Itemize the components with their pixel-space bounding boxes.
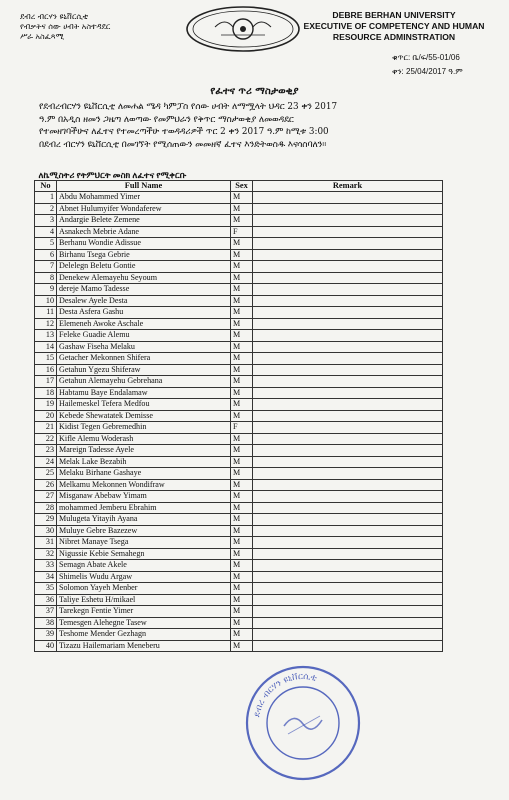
table-row [35, 307, 443, 319]
candidate-remark [253, 491, 443, 503]
document-date [392, 67, 463, 77]
row-number: 28 [35, 502, 57, 514]
row-number: 12 [35, 318, 57, 330]
table-row [35, 525, 443, 537]
candidate-sex: M [231, 548, 253, 560]
candidate-sex: M [231, 215, 253, 227]
candidate-remark [253, 583, 443, 595]
candidate-remark [253, 514, 443, 526]
candidate-sex: M [231, 364, 253, 376]
candidate-name: Feleke Guadie Alemu [57, 330, 231, 342]
table-row [35, 617, 443, 629]
candidate-name: Melkamu Mekonnen Wondifraw [57, 479, 231, 491]
candidate-name: Mulugeta Yitayih Ayana [57, 514, 231, 526]
candidate-remark [253, 318, 443, 330]
table-row [35, 261, 443, 273]
candidate-name: Andargie Belete Zemene [57, 215, 231, 227]
candidate-name: Kidist Tegen Gebremedhin [57, 422, 231, 434]
row-number: 6 [35, 249, 57, 261]
row-number: 32 [35, 548, 57, 560]
table-row [35, 399, 443, 411]
table-row [35, 215, 443, 227]
column-header-remark: Remark [253, 181, 443, 192]
candidate-name: Kebede Shewatatek Demisse [57, 410, 231, 422]
candidate-name: Melak Lake Bezabih [57, 456, 231, 468]
candidate-remark [253, 387, 443, 399]
candidate-remark [253, 456, 443, 468]
candidate-remark [253, 479, 443, 491]
candidate-sex: M [231, 330, 253, 342]
candidate-remark [253, 617, 443, 629]
row-number: 26 [35, 479, 57, 491]
row-number: 21 [35, 422, 57, 434]
table-row [35, 594, 443, 606]
row-number: 4 [35, 226, 57, 238]
row-number: 3 [35, 215, 57, 227]
table-row [35, 606, 443, 618]
table-row [35, 422, 443, 434]
table-row [35, 387, 443, 399]
candidate-sex: M [231, 583, 253, 595]
column-header-no: No [35, 181, 57, 192]
table-row [35, 203, 443, 215]
row-number: 23 [35, 445, 57, 457]
candidate-sex: M [231, 376, 253, 388]
row-number: 2 [35, 203, 57, 215]
candidate-sex: M [231, 617, 253, 629]
candidate-remark [253, 376, 443, 388]
candidate-sex: M [231, 261, 253, 273]
row-number: 34 [35, 571, 57, 583]
table-row [35, 629, 443, 641]
table-row [35, 468, 443, 480]
row-number: 5 [35, 238, 57, 250]
date-value: 25/04/2017 ዓ.ም [406, 67, 463, 76]
candidate-remark [253, 330, 443, 342]
candidate-sex: M [231, 192, 253, 204]
candidate-sex: M [231, 560, 253, 572]
header-right-line: RESOURCE ADMINSTRATION [332, 32, 456, 42]
row-number: 36 [35, 594, 57, 606]
table-row [35, 456, 443, 468]
candidate-sex: F [231, 422, 253, 434]
stamp-ring-text: ደብረ ብርሃን ዩኒቨርሲቲ [252, 671, 318, 719]
row-number: 29 [35, 514, 57, 526]
official-stamp [244, 664, 362, 782]
candidate-remark [253, 571, 443, 583]
table-row [35, 445, 443, 457]
candidate-sex: M [231, 272, 253, 284]
table-row [35, 295, 443, 307]
candidate-name: Abnet Hulumyifer Wondaferew [57, 203, 231, 215]
row-number: 37 [35, 606, 57, 618]
row-number: 24 [35, 456, 57, 468]
candidate-sex: M [231, 249, 253, 261]
notice-line: የተመዘገባችሁና ለፈተና የተመረጣችሁ ተወዳዳሪዎች ጥር 2 ቀን 2017 ዓ.ም ከሚቱ 3:00 [39, 127, 329, 137]
notice-body [39, 101, 479, 151]
row-number: 16 [35, 364, 57, 376]
candidate-name: Melaku Birhane Gashaye [57, 468, 231, 480]
candidate-name: Denekew Alemayehu Seyoum [57, 272, 231, 284]
table-row [35, 330, 443, 342]
notice-line: በደብረ ብርሃን ዩኒቨርሲቲ በመገኘት የሚሰጠውን መመዘኛ ፈተና እንድትወስዱ እናሳስባለን። [39, 139, 327, 150]
table-row [35, 560, 443, 572]
table-row [35, 502, 443, 514]
candidate-sex: M [231, 318, 253, 330]
candidate-name: Desta Asfera Gashu [57, 307, 231, 319]
candidate-name: mohammed Jemberu Ebrahim [57, 502, 231, 514]
row-number: 25 [35, 468, 57, 480]
table-row [35, 376, 443, 388]
table-row [35, 571, 443, 583]
candidate-name: Delelegn Beletu Gontie [57, 261, 231, 273]
candidate-sex: M [231, 629, 253, 641]
candidate-remark [253, 364, 443, 376]
reference-number [392, 53, 460, 63]
candidate-sex: M [231, 640, 253, 652]
candidate-name: Teshome Mender Gezhagn [57, 629, 231, 641]
candidate-remark [253, 215, 443, 227]
row-number: 19 [35, 399, 57, 411]
row-number: 38 [35, 617, 57, 629]
table-row [35, 548, 443, 560]
row-number: 9 [35, 284, 57, 296]
row-number: 7 [35, 261, 57, 273]
candidate-sex: M [231, 284, 253, 296]
candidate-remark [253, 410, 443, 422]
candidate-remark [253, 422, 443, 434]
candidate-remark [253, 445, 443, 457]
row-number: 13 [35, 330, 57, 342]
column-header-full-name: Full Name [57, 181, 231, 192]
row-number: 10 [35, 295, 57, 307]
row-number: 11 [35, 307, 57, 319]
candidate-sex: M [231, 295, 253, 307]
candidate-name: Elemeneh Awoke Aschale [57, 318, 231, 330]
candidate-remark [253, 525, 443, 537]
row-number: 8 [35, 272, 57, 284]
header-right-english [294, 10, 494, 43]
table-row [35, 284, 443, 296]
candidate-name: Shimelis Wudu Argaw [57, 571, 231, 583]
header-right-line: DEBRE BERHAN UNIVERSITY [332, 10, 456, 20]
candidate-remark [253, 295, 443, 307]
candidate-name: Kifle Alemu Woderash [57, 433, 231, 445]
table-row [35, 491, 443, 503]
candidate-table [34, 169, 443, 652]
row-number: 1 [35, 192, 57, 204]
candidate-remark [253, 192, 443, 204]
candidate-sex: M [231, 238, 253, 250]
candidate-remark [253, 238, 443, 250]
candidate-sex: M [231, 594, 253, 606]
reference-value: ቤ/ፍ/55-01/06 [412, 53, 460, 62]
candidate-name: dereje Mamo Tadesse [57, 284, 231, 296]
candidate-sex: M [231, 606, 253, 618]
candidate-remark [253, 433, 443, 445]
row-number: 14 [35, 341, 57, 353]
candidate-name: Semagn Abate Akele [57, 560, 231, 572]
table-row [35, 433, 443, 445]
candidate-sex: M [231, 525, 253, 537]
table-row [35, 410, 443, 422]
row-number: 22 [35, 433, 57, 445]
candidate-remark [253, 640, 443, 652]
header-left-line: ሥራ አስፈጻሚ [20, 32, 65, 41]
candidate-remark [253, 537, 443, 549]
candidate-sex: M [231, 341, 253, 353]
candidate-sex: M [231, 456, 253, 468]
candidate-remark [253, 341, 443, 353]
candidate-remark [253, 203, 443, 215]
candidate-remark [253, 399, 443, 411]
candidate-name: Solomon Yayeh Menber [57, 583, 231, 595]
notice-title: የፈተና ጥሪ ማስታወቂያ [210, 86, 299, 97]
candidate-name: Muluye Gebre Bazezew [57, 525, 231, 537]
candidate-sex: M [231, 514, 253, 526]
candidate-name: Mareign Tadesse Ayele [57, 445, 231, 457]
university-logo [185, 5, 301, 53]
candidate-sex: F [231, 226, 253, 238]
candidate-remark [253, 468, 443, 480]
candidate-remark [253, 272, 443, 284]
candidate-name: Temesgen Alehegne Tasew [57, 617, 231, 629]
svg-text:ደብረ ብርሃን ዩኒቨርሲቲ [252, 671, 317, 718]
table-row [35, 640, 443, 652]
row-number: 27 [35, 491, 57, 503]
table-caption: ለኬሚስትሪ የትምህርት መስክ ለፈተና የሚቀርቡ [38, 169, 187, 180]
candidate-remark [253, 594, 443, 606]
table-row [35, 479, 443, 491]
row-number: 35 [35, 583, 57, 595]
row-number: 18 [35, 387, 57, 399]
candidate-remark [253, 353, 443, 365]
candidate-name: Tarekegn Fentie Yimer [57, 606, 231, 618]
row-number: 17 [35, 376, 57, 388]
header-left-amharic [20, 12, 140, 42]
table-row [35, 192, 443, 204]
candidate-name: Taliye Eshetu H/mikael [57, 594, 231, 606]
candidate-remark [253, 629, 443, 641]
candidate-name: Birhanu Tsega Gebrie [57, 249, 231, 261]
candidate-sex: M [231, 491, 253, 503]
candidate-remark [253, 249, 443, 261]
row-number: 39 [35, 629, 57, 641]
table-row [35, 249, 443, 261]
candidate-sex: M [231, 479, 253, 491]
table-row [35, 226, 443, 238]
table-row [35, 364, 443, 376]
candidate-remark [253, 261, 443, 273]
candidate-remark [253, 307, 443, 319]
table-row [35, 318, 443, 330]
candidate-name: Asnakech Mebrie Adane [57, 226, 231, 238]
table-row [35, 238, 443, 250]
candidate-name: Getahun Ygezu Shiferaw [57, 364, 231, 376]
candidate-sex: M [231, 433, 253, 445]
row-number: 33 [35, 560, 57, 572]
candidate-sex: M [231, 410, 253, 422]
candidate-name: Abdu Mohammed Yimer [57, 192, 231, 204]
candidate-remark [253, 226, 443, 238]
candidate-sex: M [231, 445, 253, 457]
candidate-remark [253, 560, 443, 572]
row-number: 40 [35, 640, 57, 652]
candidate-name: Gashaw Fiseha Melaku [57, 341, 231, 353]
candidate-sex: M [231, 307, 253, 319]
candidate-name: Getahun Alemayehu Gebrehana [57, 376, 231, 388]
candidate-name: Nigussie Kebie Semahegn [57, 548, 231, 560]
candidate-remark [253, 548, 443, 560]
candidate-sex: M [231, 468, 253, 480]
table-body [35, 192, 443, 652]
candidate-name: Berhanu Wondie Adissue [57, 238, 231, 250]
candidate-name: Misganaw Abebaw Yimam [57, 491, 231, 503]
candidate-sex: M [231, 203, 253, 215]
table-row [35, 353, 443, 365]
candidate-sex: M [231, 387, 253, 399]
candidate-remark [253, 502, 443, 514]
candidate-name: Nibret Manaye Tsega [57, 537, 231, 549]
column-header-sex: Sex [231, 181, 253, 192]
table-row [35, 341, 443, 353]
table-row [35, 514, 443, 526]
candidate-name: Habtamu Baye Endalamaw [57, 387, 231, 399]
header-left-line: የብቃትና ሰው ሀብት አስተዳደር [20, 22, 111, 31]
date-label: ቀን: [392, 67, 404, 76]
row-number: 20 [35, 410, 57, 422]
candidate-name: Desalew Ayele Desta [57, 295, 231, 307]
candidate-sex: M [231, 353, 253, 365]
notice-line: ዓ.ም በአዲስ ዘመን ጋዜጣ ለወጣው የመምህራን የቅጥር ማስታወቂያ ለመወዳደር [39, 114, 294, 125]
reference-label: ቁጥር: [392, 53, 411, 62]
header-right-line: EXECUTIVE OF COMPETENCY AND HUMAN [303, 21, 485, 31]
header-left-line: ደብረ ብርሃን ዩኒቨርሲቲ [20, 12, 89, 21]
notice-line: የደብረብርሃን ዩኒቨርሲቲ ለመሐል ሜዳ ካምፓስ የሰው ሀብት ለማሟላት ህዳር 23 ቀን 2017 [39, 102, 338, 112]
table-row [35, 537, 443, 549]
table-row [35, 272, 443, 284]
candidate-sex: M [231, 502, 253, 514]
row-number: 15 [35, 353, 57, 365]
row-number: 30 [35, 525, 57, 537]
candidate-remark [253, 606, 443, 618]
row-number: 31 [35, 537, 57, 549]
candidate-sex: M [231, 399, 253, 411]
table-row [35, 583, 443, 595]
candidate-name: Hailemeskel Tefera Medfou [57, 399, 231, 411]
candidate-name: Getacher Mekonnen Shifera [57, 353, 231, 365]
candidate-name: Tizazu Hailemariam Meneberu [57, 640, 231, 652]
candidate-sex: M [231, 537, 253, 549]
candidate-sex: M [231, 571, 253, 583]
candidate-remark [253, 284, 443, 296]
